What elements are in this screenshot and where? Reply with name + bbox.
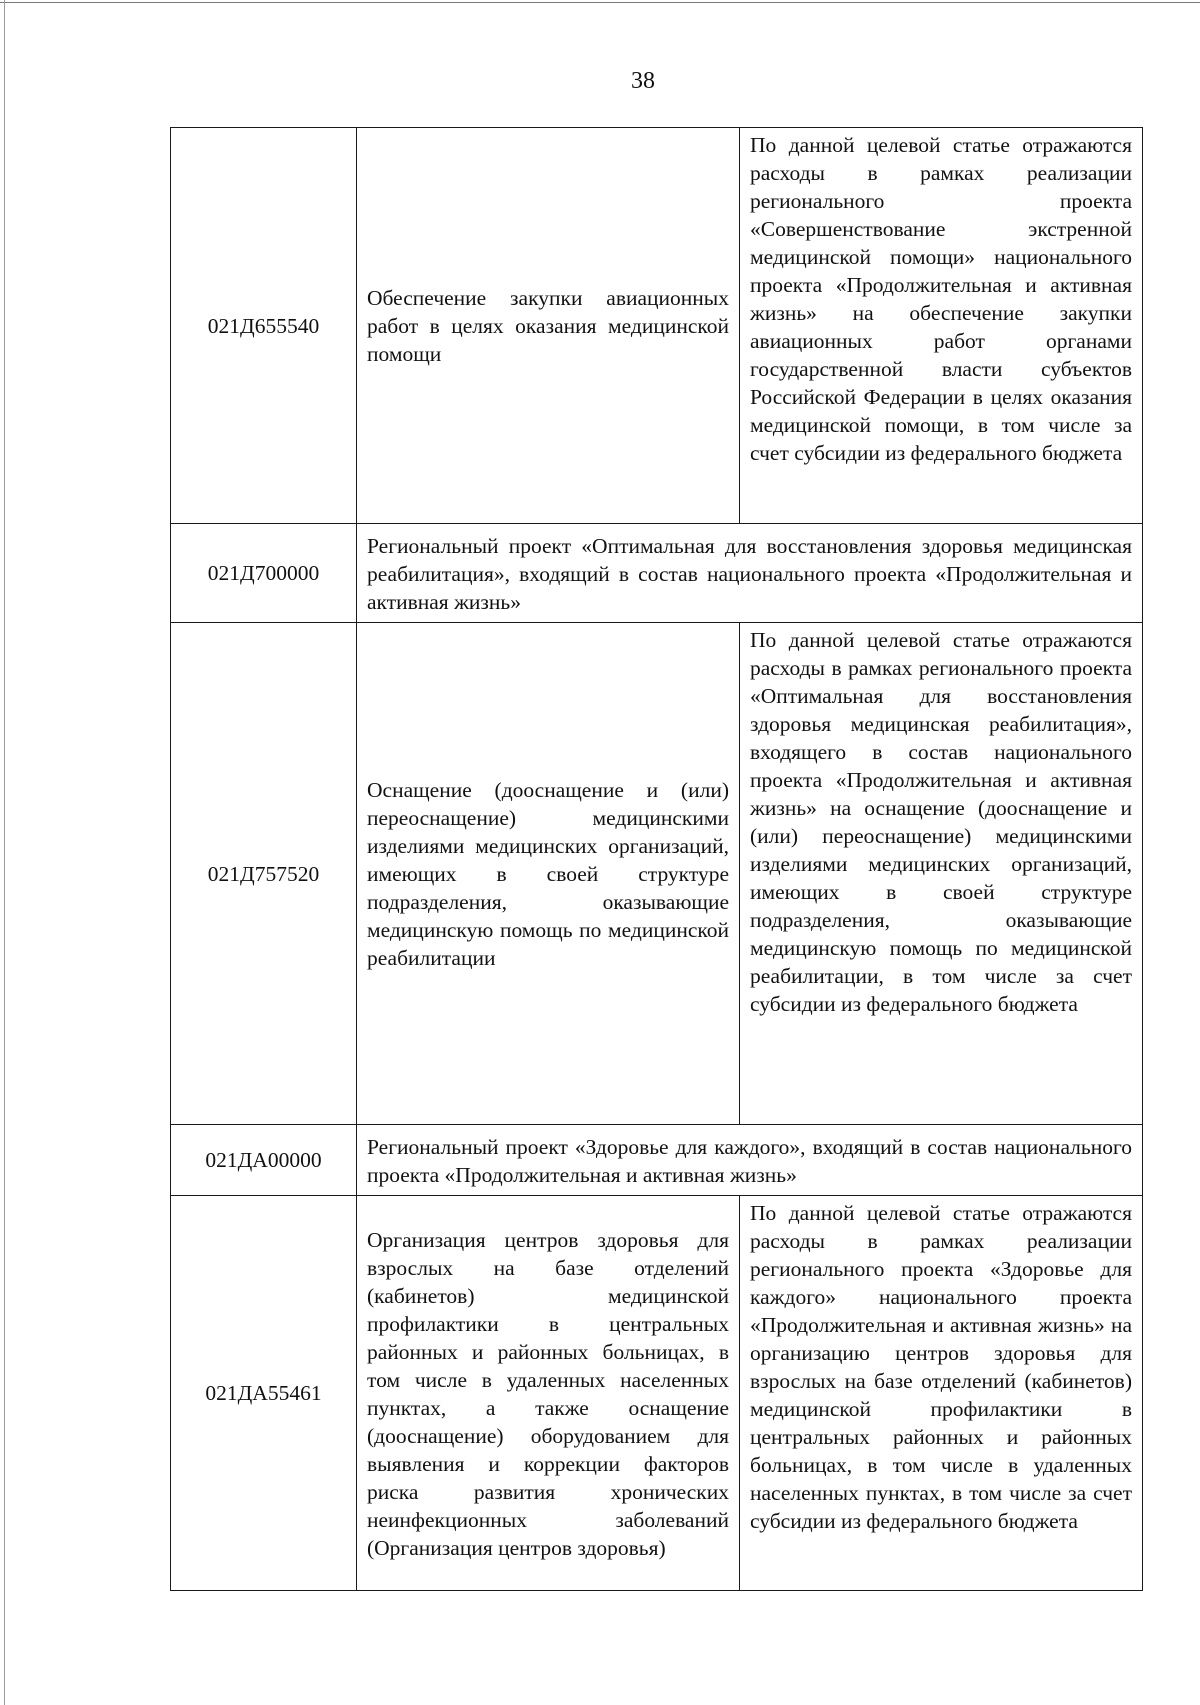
scan-edge-top	[0, 2, 1200, 3]
regional-project-name: Региональный проект «Здоровье для каждого», входящий в состав национального проекта «Продолжительная и активная жизнь»	[357, 1125, 1143, 1196]
target-article-code: 021Д757520	[171, 623, 357, 1125]
expense-name	[357, 128, 740, 524]
budget-classification-table	[170, 127, 1143, 1591]
page-number: 38	[631, 68, 655, 94]
table-row	[171, 524, 1143, 623]
regional-project-name: Региональный проект «Оптимальная для восстановления здоровья медицинская реабилитация», входящий в состав национального проекта «Продолжительная и активная жизнь»	[357, 524, 1143, 623]
table-row	[171, 623, 1143, 1125]
expense-description: По данной целевой статье отражаются расходы в рамках регионального проекта «Оптимальная для восстановления здоровья медицинская реабилитация», входящего в состав национального проекта «Продолжительная и активная жизнь» на оснащение (дооснащение и (или) переоснащение) медицинскими изделиями медицинских организаций, имеющих в своей структуре подразделения, оказывающие медицинскую помощь по медицинской реабилитации, в том числе за счет субсидии из федерального бюджета	[740, 623, 1143, 1125]
expense-name-text: Оснащение (дооснащение и (или) переоснащение) медицинскими изделиями медицинских организаций, имеющих в своей структуре подразделения, оказывающие медицинскую помощь по медицинской реабилитации	[367, 778, 729, 970]
expense-name-text: Организация центров здоровья для взрослых на базе отделений (кабинетов) медицинской профилактики в центральных районных и районных больницах, в том числе в удаленных населенных пунктах, а также оснащение (дооснащение) оборудованием для выявления и коррекции факторов риска развития хронических неинфекционных заболеваний (Организация центров здоровья)	[367, 1227, 729, 1560]
target-article-code: 021Д700000	[171, 524, 357, 623]
expense-name-text: Обеспечение закупки авиационных работ в целях оказания медицинской помощи	[367, 286, 729, 366]
scan-edge-left	[4, 0, 5, 1705]
table-row	[171, 1125, 1143, 1196]
expense-description: По данной целевой статье отражаются расходы в рамках реализации регионального проекта «Совершенствование экстренной медицинской помощи» национального проекта «Продолжительная и активная жизнь» на обеспечение закупки авиационных работ органами государственной власти субъектов Российской Федерации в целях оказания медицинской помощи, в том числе за счет субсидии из федерального бюджета	[740, 128, 1143, 524]
table-row	[171, 128, 1143, 524]
expense-description: По данной целевой статье отражаются расходы в рамках реализации регионального проекта «Здоровье для каждого» национального проекта «Продолжительная и активная жизнь» на организацию центров здоровья для взрослых на базе отделений (кабинетов) медицинской профилактики в центральных районных и районных больницах, в том числе в удаленных населенных пунктах, в том числе за счет субсидии из федерального бюджета	[740, 1196, 1143, 1591]
table-row	[171, 1196, 1143, 1591]
target-article-code: 021ДА00000	[171, 1125, 357, 1196]
expense-name	[357, 623, 740, 1125]
target-article-code: 021ДА55461	[171, 1196, 357, 1591]
target-article-code: 021Д655540	[171, 128, 357, 524]
expense-name	[357, 1196, 740, 1591]
